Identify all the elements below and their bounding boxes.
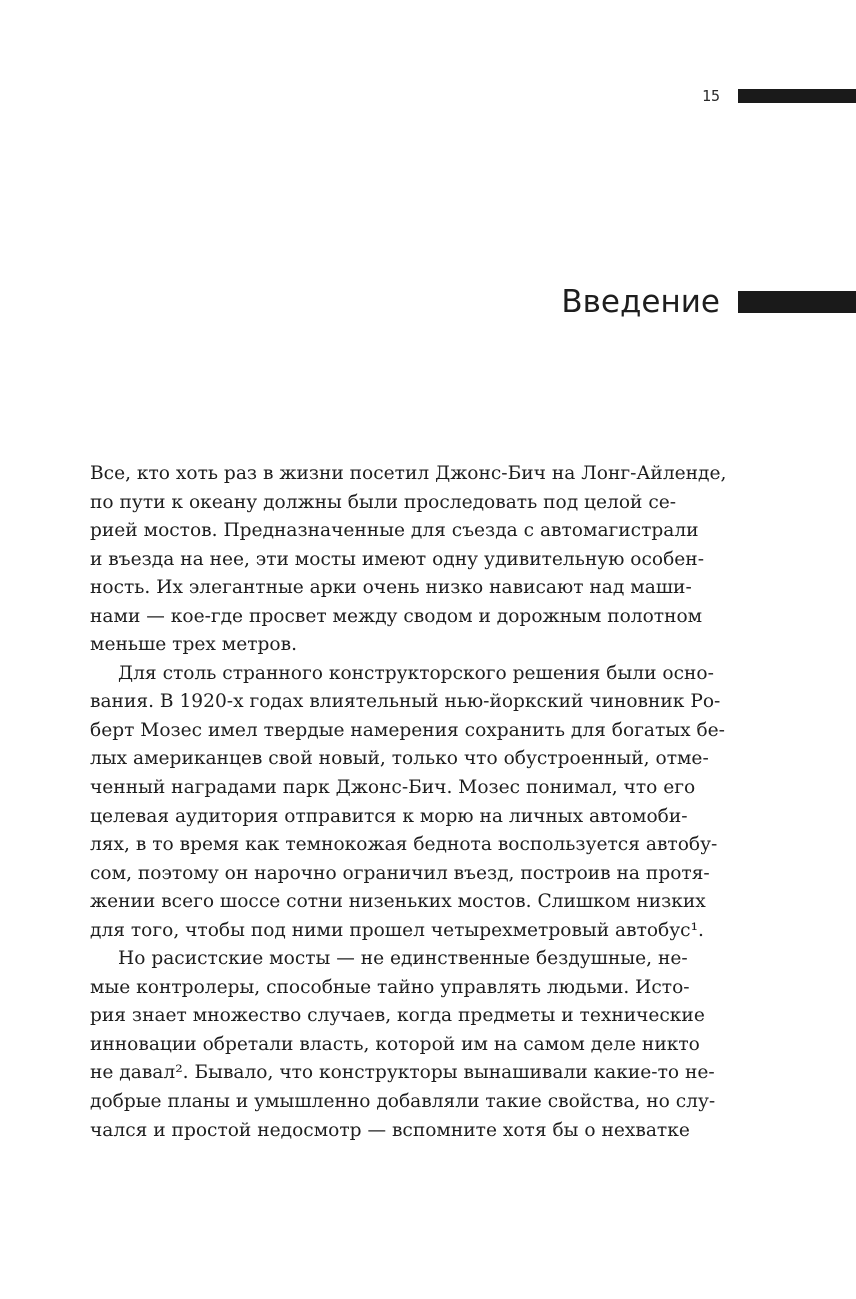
chapter-title: Введение — [561, 284, 720, 320]
text-line: сом, поэтому он нарочно ограничил въезд, построив на протя- — [90, 862, 710, 884]
chapter-title-bar — [738, 291, 856, 313]
text-line: добрые планы и умышленно добавляли такие свойства, но слу- — [90, 1091, 716, 1113]
text-line: меньше трех метров. — [90, 634, 298, 656]
text-line: Для столь странного конструкторского решения были осно- — [118, 662, 714, 684]
text-line: мые контролеры, способные тайно управлять людьми. Исто- — [90, 976, 690, 998]
body-text — [90, 460, 727, 1145]
text-line: ность. Их элегантные арки очень низко нависают над маши- — [90, 577, 692, 599]
text-line: рией мостов. Предназначенные для съезда с автомагистрали — [90, 520, 699, 542]
text-line: лях, в то время как темнокожая беднота воспользуется автобу- — [90, 834, 718, 856]
text-line: вания. В 1920-х годах влиятельный нью-йоркский чиновник Ро- — [90, 691, 721, 713]
text-line: целевая аудитория отправится к морю на личных автомоби- — [90, 805, 688, 827]
text-line: нами — кое-где просвет между сводом и дорожным полотном — [90, 605, 703, 627]
text-line: инновации обретали власть, которой им на самом деле никто — [90, 1033, 700, 1055]
page-number: 15 — [701, 87, 720, 105]
text-line: ченный наградами парк Джонс-Бич. Мозес понимал, что его — [90, 777, 696, 799]
text-line: чался и простой недосмотр — вспомните хотя бы о нехватке — [90, 1119, 690, 1141]
text-line: по пути к океану должны были проследовать под целой се- — [90, 491, 677, 513]
page-number-bar — [738, 89, 856, 103]
text-line: лых американцев свой новый, только что обустроенный, отме- — [90, 748, 709, 770]
text-line: для того, чтобы под ними прошел четырехметровый автобус¹. — [90, 919, 704, 941]
text-line: Но расистские мосты — не единственные бездушные, не- — [118, 948, 688, 970]
text-line: не давал². Бывало, что конструкторы вынашивали какие-то не- — [90, 1062, 715, 1084]
text-line: жении всего шоссе сотни низеньких мостов. Слишком низких — [90, 891, 706, 913]
text-line: берт Мозес имел твердые намерения сохранить для богатых бе- — [90, 719, 725, 741]
text-line: и въезда на нее, эти мосты имеют одну удивительную особен- — [90, 548, 704, 570]
text-line: рия знает множество случаев, когда предметы и технические — [90, 1005, 705, 1027]
text-line: Все, кто хоть раз в жизни посетил Джонс-Бич на Лонг-Айленде, — [90, 463, 727, 484]
